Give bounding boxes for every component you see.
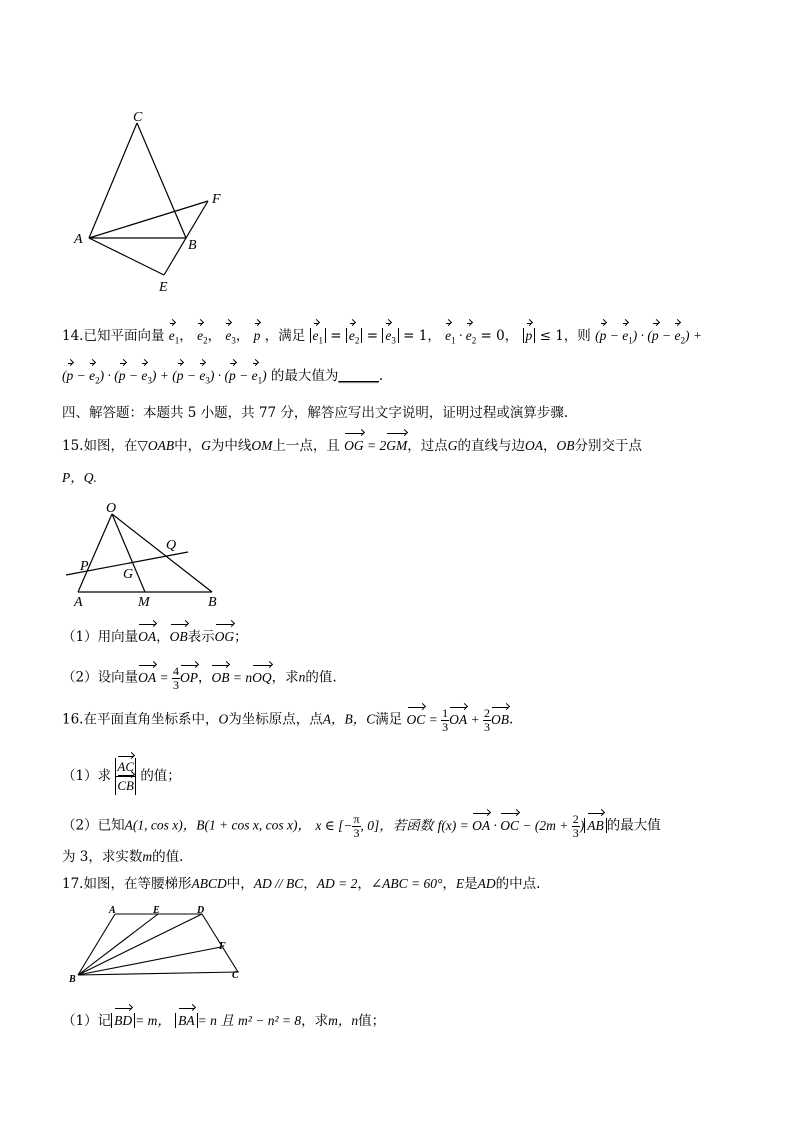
q16-line3: 为 3，求实数m的值. [62, 849, 184, 865]
answer-blank[interactable]: ______ [338, 368, 379, 384]
label-q: Q [166, 538, 177, 553]
label-o: O [106, 501, 117, 516]
label-a: A [74, 232, 83, 247]
label-g: G [123, 567, 134, 582]
label-b: B [69, 974, 76, 985]
label-c: C [232, 970, 239, 981]
label-e: E [159, 280, 168, 295]
q14-line1: 14.已知平面向量 $e_1$， $e_2$， $e_3$， p ，满足 $e_1 = e_2 = e_3 = 1$， $e_1 \cdot e_2 = 0$， p ≤ 1，则 $(p - e_1) \cdot (p - e_2)$ + [62, 325, 702, 352]
label-b: B [188, 238, 197, 253]
label-m: M [138, 595, 150, 610]
label-a: A [109, 905, 116, 916]
q14-line2: $(p - e_2) \cdot (p - e_3) + (p - e_3) \cdot (p - e_1)$ 的最大值为______. [62, 365, 383, 392]
q15-part2: （2）设向量OA = $\frac{4}{3}$ OP，OB = nOQ，求n的值. [62, 664, 337, 692]
q15-line1: 15.如图，在▽OAB中，G为中线OM上一点，且 OG = 2GM，过点G的直线与边OA，OB分别交于点 [62, 435, 642, 457]
q17-line1: 17.如图，在等腰梯形ABCD中，AD // BC，AD = 2，∠ABC = 60°，E是AD的中点. [62, 876, 541, 892]
label-e: E [153, 905, 160, 916]
label-p: P [80, 559, 89, 574]
q17-part1: （1）记 BD = m， BA = n 且 m² − n² = 8，求m，n值； [62, 1010, 385, 1032]
label-f: F [212, 192, 221, 207]
q15-line2: P，Q. [62, 470, 97, 485]
label-c: C [133, 110, 143, 125]
q16-line1: 16.在平面直角坐标系中，O为坐标原点，点A，B，C满足 OC = $\frac{1}{3}$ OA + $\frac{2}{3}$ OB. [62, 706, 514, 734]
section-heading: 四、解答题：本题共 5 小题，共 77 分，解答应写出文字说明，证明过程或演算步骤. [62, 405, 569, 421]
label-a: A [74, 595, 83, 610]
figure-trapezoid [60, 902, 260, 987]
q16-part1: （1）求 $\frac{AC}{CB}$ 的值； [62, 759, 181, 793]
q15-part1: （1）用向量OA，OB表示OG； [62, 626, 248, 648]
q16-part2: （2）已知A(1, cos x)，B(1 + cos x, cos x)， x ∈ [− $\frac{\pi}{3}$ , 0]，若函数 f(x) = OA · OC − (2m + $\frac{2}{3}$ ) AB 的最大值 [62, 812, 661, 840]
figure-triangle-oab [60, 500, 230, 610]
label-f: F [219, 941, 226, 952]
label-d: D [197, 905, 205, 916]
figure-triangle-abc [60, 105, 240, 295]
label-b: B [208, 595, 217, 610]
